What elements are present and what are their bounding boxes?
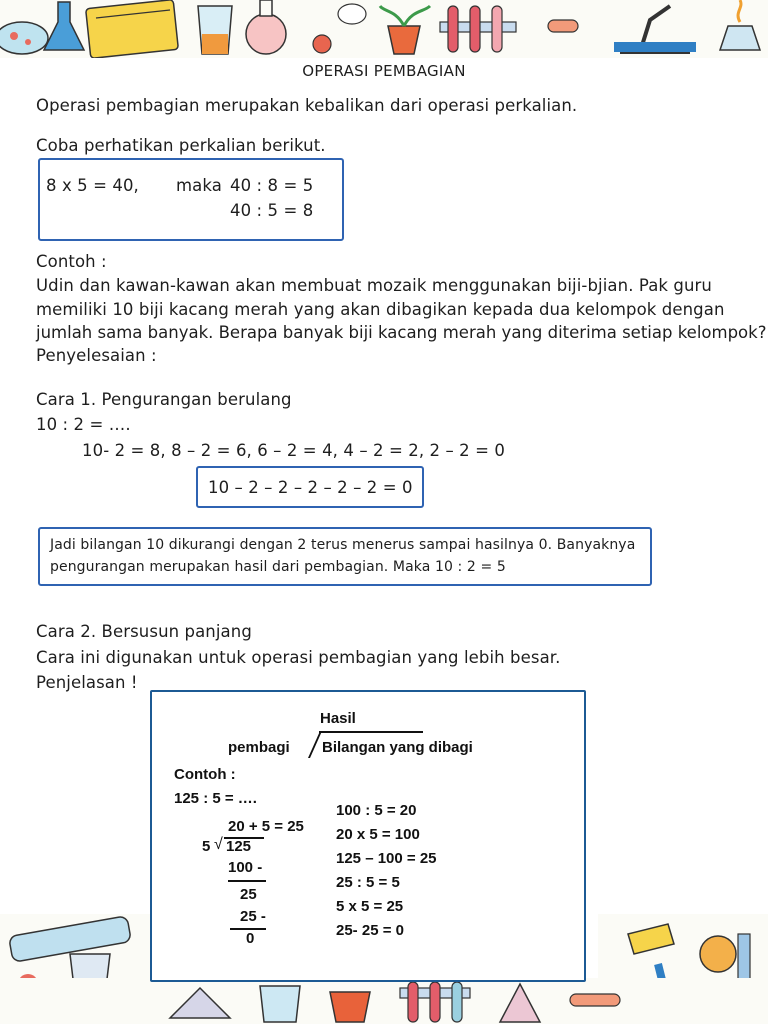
- conclusion-line-2: pengurangan merupakan hasil dari pembagian. Maka 10 : 2 = 5: [50, 559, 506, 575]
- conclusion-box: [38, 527, 652, 586]
- conclusion-line-1: Jadi bilangan 10 dikurangi dengan 2 terus menerus sampai hasilnya 0. Banyaknya: [50, 537, 636, 553]
- explanation-label: Penjelasan !: [36, 673, 138, 692]
- intro-text: Operasi pembagian merupakan kebalikan dari operasi perkalian.: [36, 96, 578, 115]
- subtraction-chain: 10 – 2 – 2 – 2 – 2 – 2 = 0: [208, 478, 413, 497]
- cara1-problem: 10 : 2 = ….: [36, 415, 131, 434]
- divisor: 5: [202, 838, 211, 855]
- subtrahend-2: 25 -: [240, 908, 266, 925]
- quotient: 20 + 5 = 25: [228, 818, 304, 835]
- hasil-label: Hasil: [320, 710, 356, 727]
- example-heading: Contoh :: [36, 252, 107, 271]
- subtraction-chain-box: [196, 466, 424, 508]
- step-1: 100 : 5 = 20: [336, 802, 417, 819]
- observe-text: Coba perhatikan perkalian berikut.: [36, 136, 326, 155]
- example-line-3: jumlah sama banyak. Berapa banyak biji kacang merah yang diterima setiap kelompok?: [36, 323, 767, 342]
- dividend-number: 125: [226, 838, 252, 855]
- cara1-heading: Cara 1. Pengurangan berulang: [36, 390, 292, 409]
- contoh-label: Contoh :: [174, 766, 236, 783]
- subtrahend-1: 100 -: [228, 859, 263, 876]
- example-line-1: Udin dan kawan-kawan akan membuat mozaik menggunakan biji-bjian. Pak guru: [36, 276, 712, 295]
- step-4: 25 : 5 = 5: [336, 874, 400, 891]
- step-3: 125 – 100 = 25: [336, 850, 437, 867]
- division-eq-2: 40 : 5 = 8: [230, 201, 314, 220]
- solution-label: Penyelesaian :: [36, 346, 157, 365]
- step-6: 25- 25 = 0: [336, 922, 404, 939]
- science-doodles-icon: [0, 0, 768, 58]
- science-doodles-bottom-icon: [0, 978, 768, 1024]
- cara1-steps: 10- 2 = 8, 8 – 2 = 6, 6 – 2 = 4, 4 – 2 = 2, 2 – 2 = 0: [82, 441, 505, 460]
- division-bracket: [308, 732, 322, 758]
- dividend-label: Bilangan yang dibagi: [322, 739, 473, 756]
- page-title: OPERASI PEMBAGIAN: [302, 62, 466, 80]
- cara2-description: Cara ini digunakan untuk operasi pembagian yang lebih besar.: [36, 648, 561, 667]
- radical-icon: √: [214, 836, 223, 853]
- cara2-heading: Cara 2. Bersusun panjang: [36, 622, 252, 641]
- hasil-line: [319, 731, 423, 733]
- decorative-top-border: [0, 0, 768, 58]
- step-5: 5 x 5 = 25: [336, 898, 404, 915]
- multiplication-left: 8 x 5 = 40,: [46, 176, 139, 195]
- long-division-diagram: [150, 690, 586, 982]
- pembagi-label: pembagi: [228, 739, 290, 756]
- remainder-2: 0: [246, 930, 255, 947]
- multiplication-box: [38, 158, 344, 241]
- remainder-1: 25: [240, 886, 257, 903]
- diagram-problem: 125 : 5 = ….: [174, 790, 257, 807]
- subtraction-line-1: [228, 880, 266, 882]
- maka-label: maka: [176, 176, 222, 195]
- division-eq-1: 40 : 8 = 5: [230, 176, 314, 195]
- step-2: 20 x 5 = 100: [336, 826, 420, 843]
- example-line-2: memiliki 10 biji kacang merah yang akan dibagikan kepada dua kelompok dengan: [36, 300, 725, 319]
